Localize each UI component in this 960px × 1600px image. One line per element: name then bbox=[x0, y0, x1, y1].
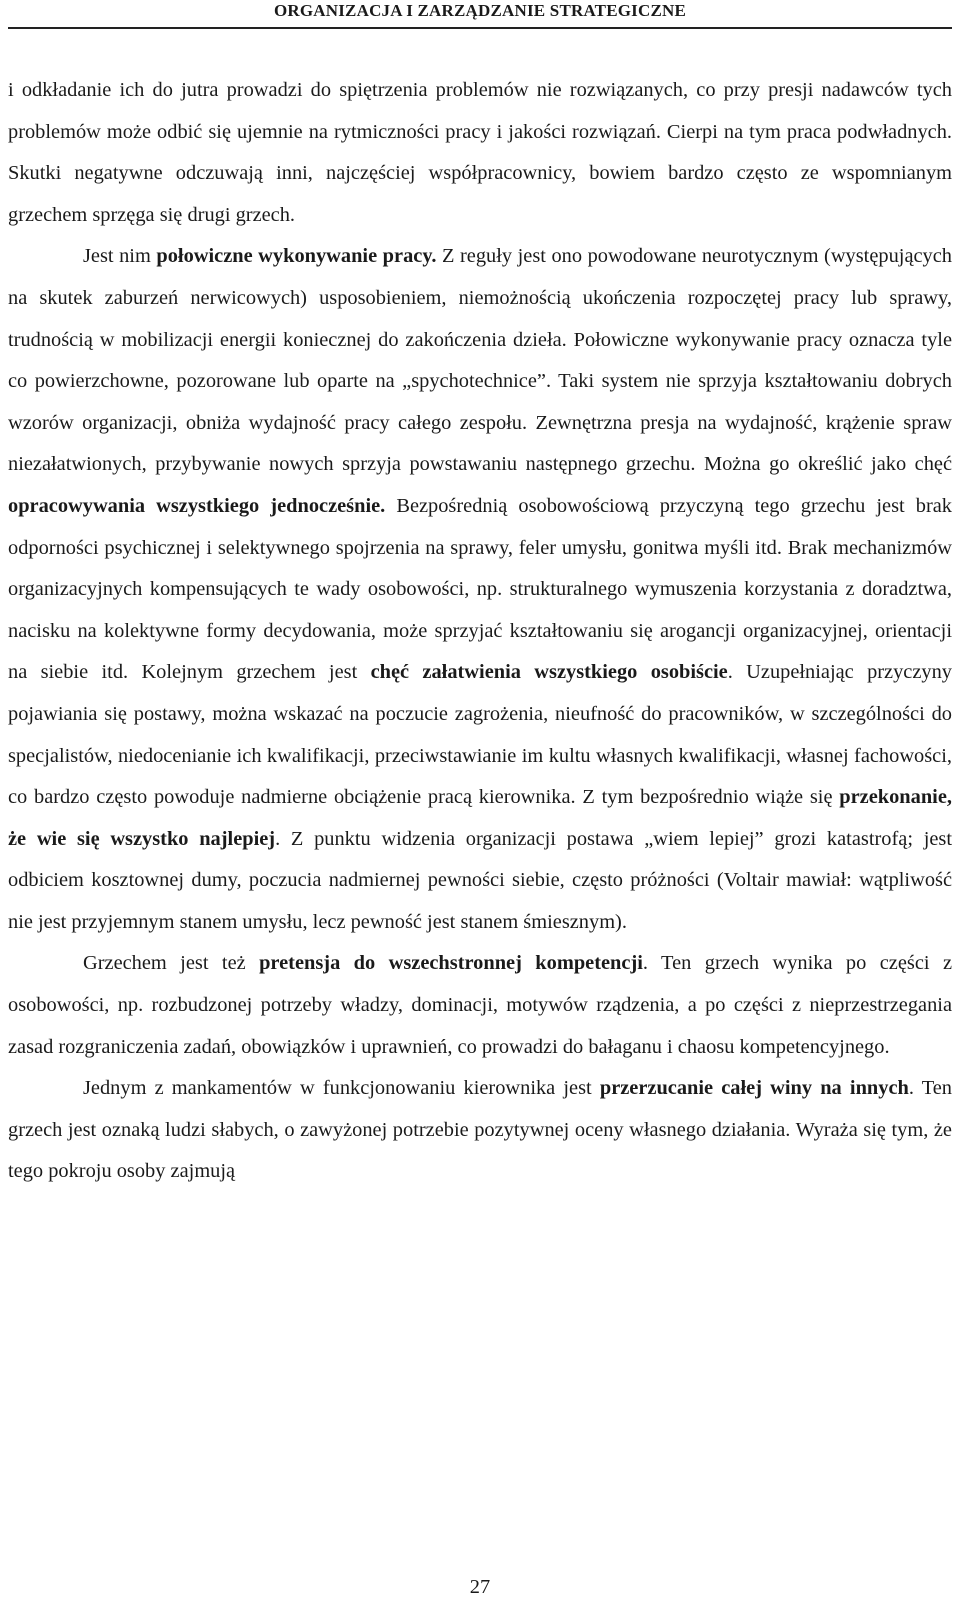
text-run: . Ten grzech jest oznaką ludzi słabych, o zawyżonej potrzebie pozytywnej oceny własnego działania. Wyraża się tym, że tego pokroju osoby zajmują bbox=[8, 1077, 952, 1183]
text-run: i odkładanie ich do jutra prowadzi do spiętrzenia problemów nie rozwiązanych, co przy presji nadawców tych problemów może odbić się ujemnie na rytmiczności pracy i jakości rozwiązań. Cierpi na tym praca podwładnych. Skutki negatywne odczuwają inni, najczęściej współpracownicy, bowiem bardzo często ze wspomnianym grzechem sprzęga się drugi grzech. bbox=[8, 79, 952, 226]
bold-phrase: opracowywania wszystkiego jednocześnie. bbox=[8, 494, 386, 517]
body-text bbox=[8, 70, 952, 1193]
bold-phrase: połowiczne wykonywanie pracy. bbox=[156, 245, 437, 268]
bold-phrase: chęć załatwienia wszystkiego osobiście bbox=[370, 661, 728, 684]
page-number: 27 bbox=[469, 1576, 491, 1598]
paragraph bbox=[8, 943, 952, 1068]
bold-phrase: przerzucanie całej winy na innych bbox=[599, 1077, 909, 1100]
text-run: . Uzupełniając przyczyny pojawiania się postawy, można wskazać na poczucie zagrożenia, nieufność do pracowników, w szczególności do specjalistów, niedocenianie ich kwalifikacji, przeciwstawianie im kultu własnych kwalifikacji, własnej fachowości, co bardzo często powoduje nadmierne obciążenie pracą kierownika. Z tym bezpośrednio wiąże się bbox=[8, 661, 952, 809]
text-run: . Z punktu widzenia organizacji postawa „wiem lepiej” grozi katastrofą; jest odbiciem kosztownej dumy, poczucia nadmiernej pewności siebie, często próżności (Voltair mawiał: wątpliwość nie jest przyjemnym stanem umysłu, lecz pewność jest stanem śmiesznym). bbox=[8, 827, 953, 933]
text-run: Jest nim bbox=[83, 245, 157, 268]
paragraph bbox=[8, 1068, 952, 1193]
text-run: Z reguły jest ono powodowane neurotycznym (występujących na skutek zaburzeń nerwicowych) usposobieniem, niemożnością ukończenia rozpoczętej pracy lub sprawy, trudnością w mobilizacji energii koniecznej do zakończenia dzieła. Połowiczne wykonywanie pracy oznacza tyle co powierzchowne, pozorowane lub oparte na „spychotechnice”. Taki system nie sprzyja kształtowaniu dobrych wzorów organizacji, obniża wydajność pracy całego zespołu. Zewnętrzna presja na wydajność, krążenie spraw niezałatwionych, przybywanie nowych sprzyja powstawaniu następnego grzechu. Można go określić jako chęć bbox=[8, 245, 952, 476]
running-header: ORGANIZACJA I ZARZĄDZANIE STRATEGICZNE bbox=[273, 1, 687, 20]
paragraph bbox=[8, 236, 952, 943]
text-run: Jednym z mankamentów w funkcjonowaniu kierownika jest bbox=[83, 1077, 600, 1100]
text-run: Grzechem jest też bbox=[83, 952, 260, 975]
bold-phrase: pretensja do wszechstronnej kompetencji bbox=[259, 952, 643, 975]
bold-phrase: przekonanie, że wie się wszystko najlepiej bbox=[8, 786, 952, 850]
text-run: . Ten grzech wynika po części z osobowości, np. rozbudzonej potrzeby władzy, dominacji, motywów rządzenia, a po części z nieprzestrzegania zasad rozgraniczenia zadań, obowiązków i uprawnień, co prowadzi do bałaganu i chaosu kompetencyjnego. bbox=[8, 952, 952, 1058]
header-rule bbox=[8, 27, 952, 29]
text-run: Bezpośrednią osobowościową przyczyną tego grzechu jest brak odporności psychicznej i selektywnego spojrzenia na sprawy, feler umysłu, gonitwa myśli itd. Brak mechanizmów organizacyjnych kompensujących te wady osobowości, np. strukturalnego wymuszenia korzystania z doradztwa, nacisku na kolektywne formy decydowania, może sprzyjać kształtowaniu się arogancji organizacyjnej, orientacji na siebie itd. Kolejnym grzechem jest bbox=[8, 494, 952, 684]
paragraph bbox=[8, 70, 952, 236]
